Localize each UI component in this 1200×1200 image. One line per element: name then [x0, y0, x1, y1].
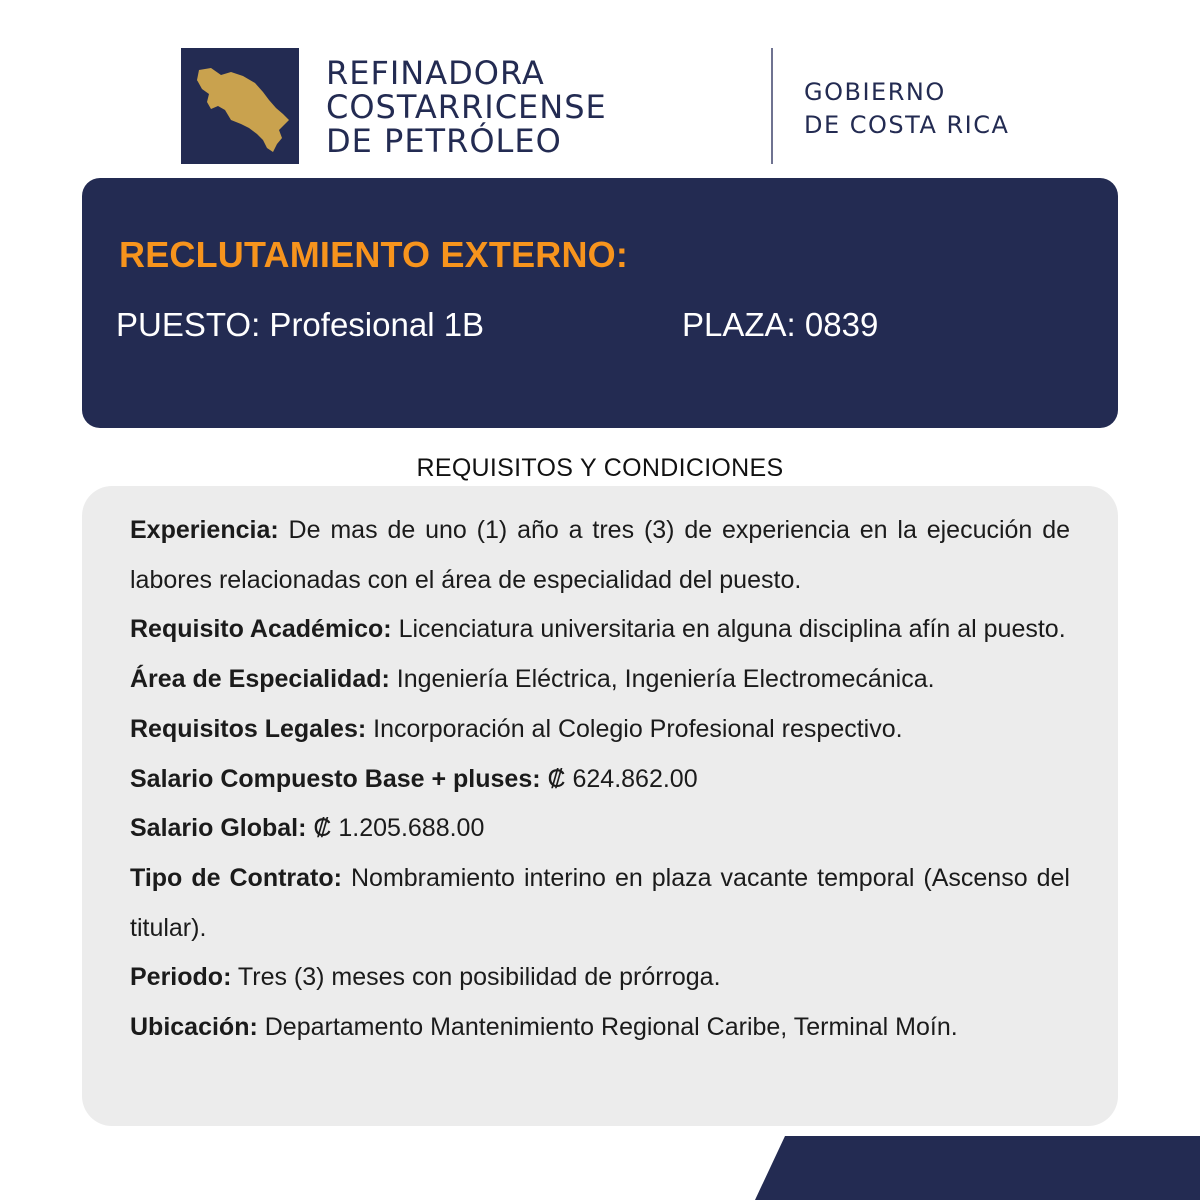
requirement-text: ₡ 624.862.00 — [540, 764, 698, 793]
plaza-label: PLAZA: 0839 — [682, 306, 879, 343]
requirement-text: Nombramiento interino en plaza vacante temporal (Ascenso del titular). — [130, 863, 1070, 942]
requirement-label: Experiencia: — [130, 516, 279, 544]
banner-heading: RECLUTAMIENTO EXTERNO: — [119, 234, 629, 275]
gov-name-line-2: DE COSTA RICA — [804, 111, 1010, 139]
requirement-text: De mas de uno (1) año a tres (3) de experiencia en la ejecución de labores relacionadas con el área de especialidad del puesto. — [130, 516, 1070, 594]
requirement-label: Ubicación: — [130, 1013, 258, 1042]
org-name-line-3: DE PETRÓLEO — [326, 122, 562, 160]
requirement-label: Tipo de Contrato: — [130, 863, 342, 892]
requirement-label: Área de Especialidad: — [130, 665, 390, 694]
position-label: PUESTO: Profesional 1B — [116, 306, 485, 343]
requirement-text: Incorporación al Colegio Profesional respectivo. — [366, 714, 903, 743]
requirement-label: Requisitos Legales: — [130, 714, 367, 743]
requirement-label: Requisito Académico: — [130, 615, 392, 644]
section-title: REQUISITOS Y CONDICIONES — [416, 454, 784, 482]
org-name-line-1: REFINADORA — [326, 54, 545, 92]
requirement-text: Departamento Mantenimiento Regional Caribe, Terminal Moín. — [257, 1013, 958, 1042]
gov-name-line-1: GOBIERNO — [804, 78, 946, 106]
requirement-text: ₡ 1.205.688.00 — [306, 814, 485, 843]
requirement-text: Ingeniería Eléctrica, Ingeniería Electromecánica. — [389, 665, 935, 694]
requirement-label: Periodo: — [130, 963, 232, 992]
requirement-label: Salario Global: — [130, 814, 307, 843]
requirement-text: Tres (3) meses con posibilidad de prórroga. — [231, 963, 721, 992]
requirement-label: Salario Compuesto Base + pluses: — [130, 764, 541, 793]
org-name-line-2: COSTARRICENSE — [326, 88, 607, 126]
requirement-text: Licenciatura universitaria en alguna disciplina afín al puesto. — [391, 615, 1066, 644]
